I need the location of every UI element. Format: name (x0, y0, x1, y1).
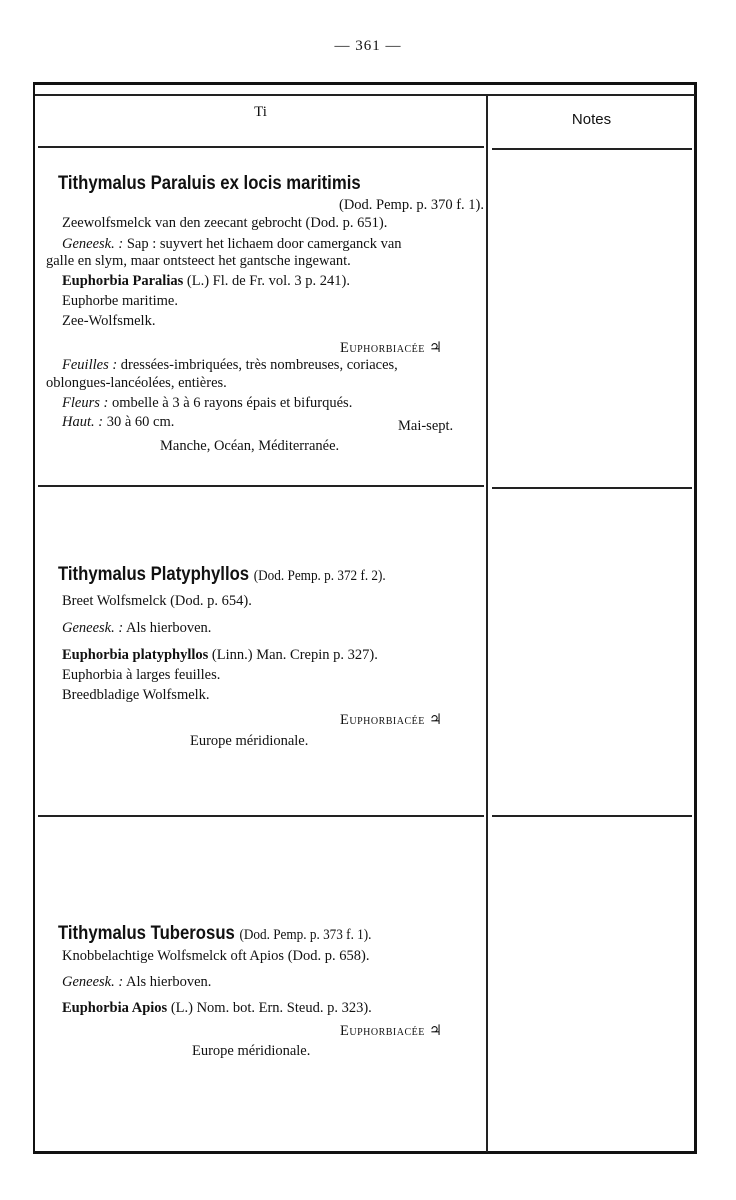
column-divider (486, 94, 488, 1152)
left-row-divider-1 (38, 146, 484, 148)
notes-row-divider-2 (492, 487, 692, 489)
entry-2-title: Tithymalus Platyphyllos (Dod. Pemp. p. 372 f. 2). (58, 564, 386, 585)
entry-3-distribution: Europe méridionale. (192, 1043, 311, 1059)
entry-3-line: Knobbelachtige Wolfsmelck oft Apios (Dod. p. 658). (62, 948, 370, 964)
entry-2-line: Euphorbia à larges feuilles. (62, 667, 221, 683)
header-notes: Notes (571, 111, 612, 128)
entry-1-line: Zee-Wolfsmelk. (62, 313, 156, 329)
entry-1-line: galle en slym, maar ontsteect het gantsche ingewant. (46, 253, 351, 269)
entry-1-line: Fleurs : ombelle à 3 à 6 rayons épais et bifurqués. (62, 395, 353, 411)
entry-3-line: Euphorbia Apios (L.) Nom. bot. Ern. Steud. p. 323). (62, 1000, 372, 1016)
entry-2-line: Breet Wolfsmelck (Dod. p. 654). (62, 593, 252, 609)
entry-2-family: Euphorbiacée ♃ (340, 712, 443, 728)
entry-3-title: Tithymalus Tuberosus (Dod. Pemp. p. 373 f. 1). (58, 923, 372, 944)
entry-2-line: Geneesk. : Als hierboven. (62, 620, 212, 636)
entry-1-line: Feuilles : dressées-imbriquées, très nombreuses, coriaces, (62, 357, 398, 373)
entry-2-line: Euphorbia platyphyllos (Linn.) Man. Crepin p. 327). (62, 647, 378, 663)
entry-1-line: Haut. : 30 à 60 cm. (62, 414, 175, 430)
entry-3-line: Geneesk. : Als hierboven. (62, 974, 212, 990)
entry-1-title: Tithymalus Paraluis ex locis maritimis (58, 173, 361, 194)
left-row-divider-3 (38, 815, 484, 817)
header-rule (35, 94, 695, 96)
entry-1-ref: (Dod. Pemp. p. 370 f. 1). (339, 197, 484, 213)
entry-1-distribution: Manche, Océan, Méditerranée. (160, 438, 340, 454)
entry-1-line: Geneesk. : Sap : suyvert het lichaem door camerganck van (62, 236, 402, 252)
entry-1-line: Euphorbia Paralias (L.) Fl. de Fr. vol. 3 p. 241). (62, 273, 351, 289)
entry-1-line: Euphorbe maritime. (62, 293, 178, 309)
entry-2-line: Breedbladige Wolfsmelk. (62, 687, 210, 703)
page-number: — 361 — (334, 38, 402, 54)
left-row-divider-2 (38, 485, 484, 487)
entry-1-line: oblongues-lancéolées, entières. (46, 375, 227, 391)
notes-row-divider-3 (492, 815, 692, 817)
entry-1-season: Mai-sept. (398, 418, 454, 434)
entry-1-family: Euphorbiacée ♃ (340, 340, 443, 356)
entry-3-family: Euphorbiacée ♃ (340, 1023, 443, 1039)
notes-row-divider-1 (492, 148, 692, 150)
entry-2-distribution: Europe méridionale. (190, 733, 309, 749)
entry-1-line: Zeewolfsmelck van den zeecant gebrocht (Dod. p. 651). (62, 215, 388, 231)
header-left-ti: Ti (254, 104, 267, 120)
